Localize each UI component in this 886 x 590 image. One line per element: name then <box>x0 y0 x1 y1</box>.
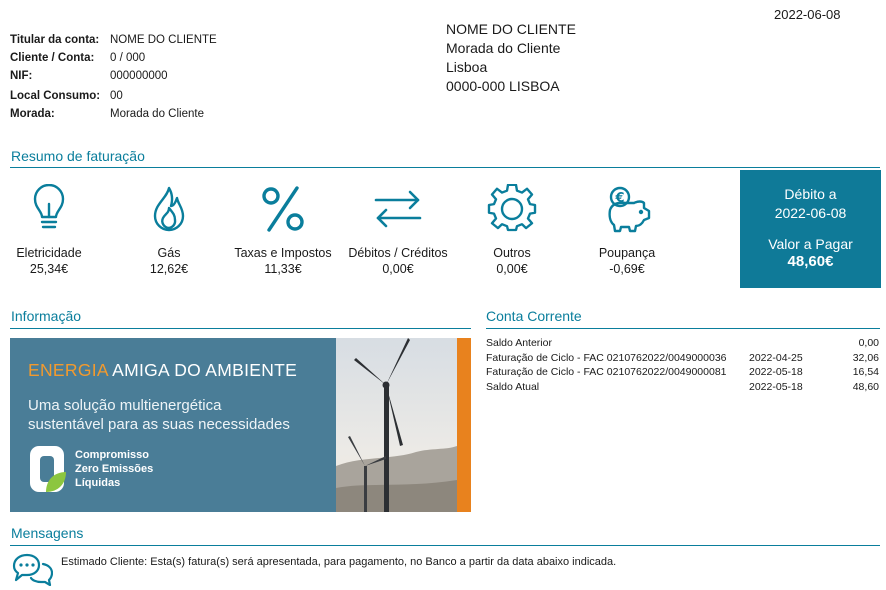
cc-description: Saldo Atual <box>486 380 540 393</box>
summary-value: 25,34€ <box>29 262 69 276</box>
cc-amount: 32,06 <box>852 351 879 364</box>
banner-badge-line: Zero Emissões <box>75 463 154 475</box>
table-row <box>486 337 879 352</box>
cc-amount: 0,00 <box>858 337 879 349</box>
account-value: 000000000 <box>110 70 168 82</box>
account-label: Morada: <box>10 108 55 120</box>
section-divider <box>486 328 880 329</box>
summary-item-taxes <box>225 184 341 277</box>
summary-item-gas <box>111 184 227 277</box>
account-label: Cliente / Conta: <box>10 52 95 64</box>
cc-date: 2022-05-18 <box>749 380 803 393</box>
wind-turbines-image <box>336 338 457 512</box>
cc-date: 2022-04-25 <box>749 351 803 364</box>
summary-item-electricity <box>0 184 107 277</box>
banner-accent-strip <box>457 338 471 512</box>
account-row-nif <box>10 67 217 85</box>
account-value: Morada do Cliente <box>110 108 204 120</box>
account-label: Local Consumo: <box>10 90 101 102</box>
summary-value: 0,00€ <box>382 262 414 276</box>
banner-subtitle <box>28 396 290 434</box>
account-info <box>10 31 217 123</box>
summary-label: Poupança <box>598 246 656 260</box>
account-row-address <box>10 105 217 123</box>
cc-description: Saldo Anterior <box>486 337 552 349</box>
summary-item-debits-credits <box>340 184 456 277</box>
payment-box <box>740 170 881 288</box>
cc-amount: 16,54 <box>852 366 879 378</box>
address-street: Morada do Cliente <box>446 40 561 56</box>
payment-debit-label: Débito a <box>784 186 837 202</box>
chat-bubbles-icon <box>11 552 53 586</box>
account-row-holder <box>10 31 217 49</box>
banner-badge-line: Compromisso <box>75 449 149 461</box>
account-value: 0 / 000 <box>110 52 146 64</box>
banner-highlight: ENERGIA <box>28 360 108 380</box>
account-value: NOME DO CLIENTE <box>110 34 217 46</box>
banner-badge <box>75 448 153 490</box>
gear-icon <box>487 184 537 234</box>
cc-amount: 48,60 <box>852 380 879 393</box>
section-title-summary: Resumo de faturação <box>11 148 145 164</box>
payment-amount: 48,60€ <box>787 253 834 270</box>
summary-label: Taxas e Impostos <box>234 246 332 260</box>
section-title-messages: Mensagens <box>11 525 84 541</box>
banner-subtitle-line: sustentável para as suas necessidades <box>28 416 290 433</box>
summary-item-savings <box>569 184 685 277</box>
account-row-client <box>10 49 217 67</box>
table-row <box>486 352 879 367</box>
payment-date: 2022-06-08 <box>774 205 847 221</box>
address-name: NOME DO CLIENTE <box>446 21 576 37</box>
account-label: NIF: <box>10 70 33 82</box>
summary-value: 11,33€ <box>264 262 302 276</box>
mailing-address <box>446 20 576 96</box>
section-divider <box>10 167 880 168</box>
summary-label: Outros <box>493 246 531 260</box>
banner-headline-rest: AMIGA DO AMBIENTE <box>107 360 298 380</box>
account-label: Titular da conta: <box>10 34 100 46</box>
current-account-table <box>486 337 879 395</box>
percent-icon <box>259 184 307 234</box>
banner-headline <box>28 360 297 381</box>
section-divider <box>10 328 471 329</box>
payment-amount-label: Valor a Pagar <box>768 236 853 252</box>
summary-value: -0,69€ <box>609 262 645 276</box>
summary-value: 12,62€ <box>149 262 189 276</box>
table-row <box>486 366 879 381</box>
section-title-info: Informação <box>11 308 82 324</box>
lightbulb-icon <box>25 184 73 234</box>
banner-subtitle-line: Uma solução multienergética <box>28 397 222 414</box>
summary-label: Gás <box>157 246 181 260</box>
summary-value: 0,00€ <box>496 262 528 276</box>
summary-item-others <box>454 184 570 277</box>
section-divider <box>10 545 880 546</box>
address-city: Lisboa <box>446 59 488 75</box>
svg-text:€: € <box>615 191 625 206</box>
address-postal: 0000-000 LISBOA <box>446 78 560 94</box>
summary-label: Débitos / Créditos <box>348 246 448 260</box>
flame-icon <box>145 184 193 234</box>
promo-banner[interactable] <box>10 338 471 512</box>
piggy-bank-icon <box>600 184 654 234</box>
account-row-local <box>10 87 217 105</box>
cc-date: 2022-05-18 <box>749 366 803 378</box>
cc-description: Faturação de Ciclo - FAC 0210762022/0049000081 <box>486 366 727 378</box>
zero-emissions-logo-icon <box>28 444 68 496</box>
account-value: 00 <box>110 90 123 102</box>
section-title-current-account: Conta Corrente <box>486 308 582 324</box>
table-row <box>486 381 879 396</box>
document-date: 2022-06-08 <box>774 7 841 22</box>
summary-label: Eletricidade <box>16 246 82 260</box>
message-text: Estimado Cliente: Esta(s) fatura(s) será apresentada, para pagamento, no Banco a partir da data abaixo indicada. <box>61 556 617 568</box>
banner-badge-line: Líquidas <box>75 477 121 489</box>
arrows-exchange-icon <box>372 184 424 234</box>
cc-description: Faturação de Ciclo - FAC 0210762022/0049000036 <box>486 351 727 364</box>
